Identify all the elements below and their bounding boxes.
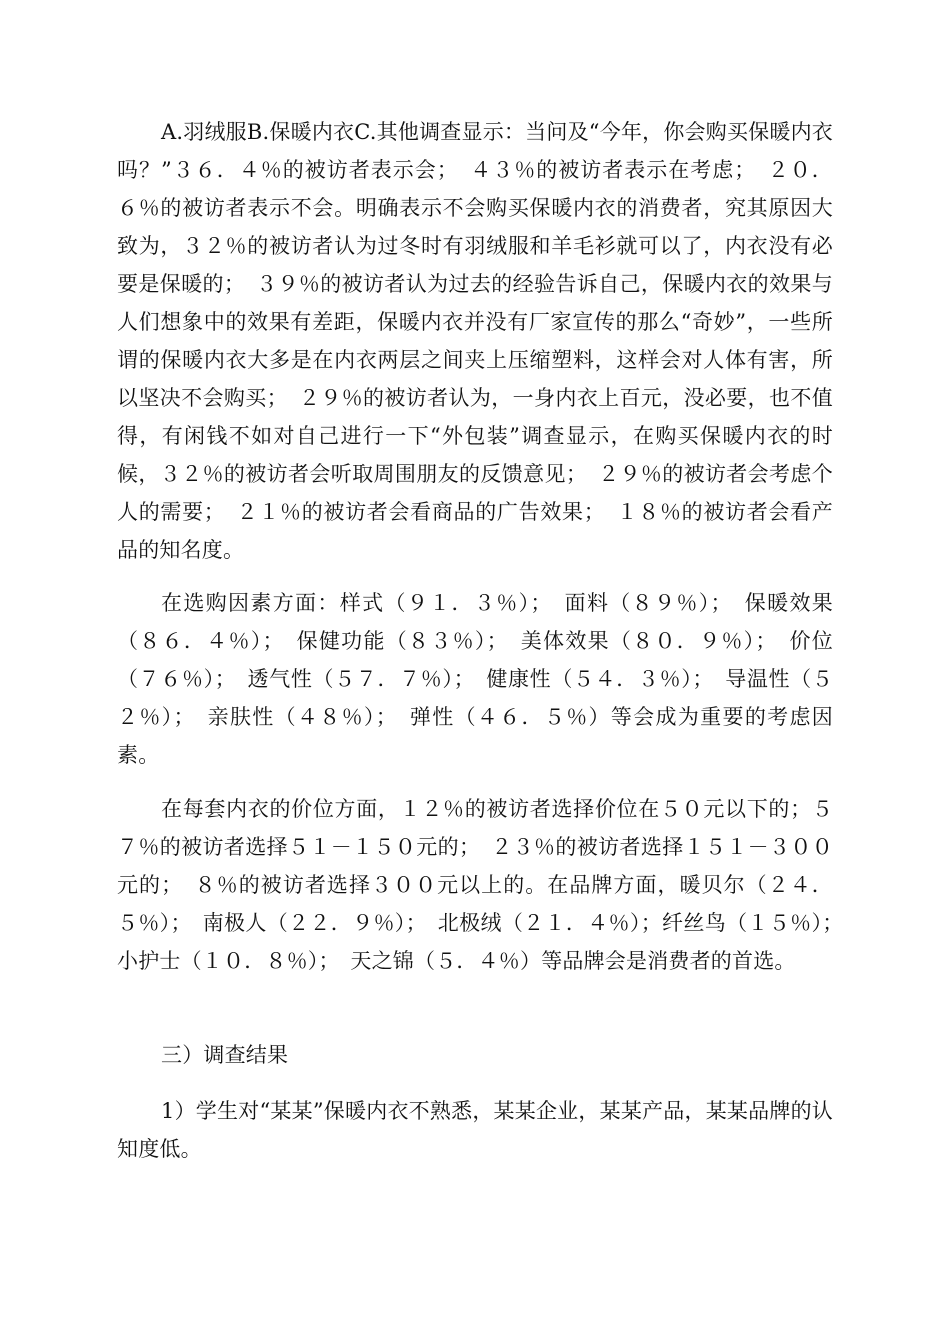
paragraph-price-and-brand: 在每套内衣的价位方面，１２％的被访者选择价位在５０元以下的；５７％的被访者选择５１－１５０元的； ２３％的被访者选择１５１－３００元的； ８％的被访者选择３００元以上的。在品牌方面，暖贝尔（２４．５％）； 南极人（２２．９％）； 北极绒（２１．４％）；纤丝鸟（１５％）； 小护士（１０．８％）； 天之锦（５．４％）等品牌会是消费者的首选。 (117, 797, 855, 973)
paragraph-survey-purchase-intent: A.羽绒服B.保暖内衣C.其他调查显示：当问及“今年，你会购买保暖内衣吗？”３６．４％的被访者表示会； ４３％的被访者表示在考虑； ２０．６％的被访者表示不会。明确表示不会购买保暖内衣的消费者，究其原因大致为，３２％的被访者认为过冬时有羽绒服和羊毛衫就可以了，内衣没有必要是保暖的； ３９％的被访者认为过去的经验告诉自己，保暖内衣的效果与人们想象中的效果有差距，保暖内衣并没有厂家宣传的那么“奇妙”，一些所谓的保暖内衣大多是在内衣两层之间夹上压缩塑料，这样会对人体有害，所以坚决不会购买； ２９％的被访者认为，一身内衣上百元，没必要，也不值得，有闲钱不如对自己进行一下“外包装”调查显示，在购买保暖内衣的时候，３２％的被访者会听取周围朋友的反馈意见； ２９％的被访者会考虑个人的需要； ２１％的被访者会看商品的广告效果； １８％的被访者会看产品的知名度。 (117, 120, 833, 562)
section-heading-survey-results: 三）调查结果 (161, 1043, 289, 1067)
paragraph-result-1: 1）学生对“某某”保暖内衣不熟悉，某某企业，某某产品，某某品牌的认知度低。 (117, 1099, 833, 1161)
paragraph-selection-factors: 在选购因素方面：样式（９１．３％）； 面料（８９％）； 保暖效果（８６．４％）； 保健功能（８３％）； 美体效果（８０．９％）； 价位（７６％）； 透气性（５７．７％）； 健康性（５４．３％）； 导温性（５２％）； 亲肤性（４８％）； 弹性（４６．５％）等会成为重要的考虑因素。 (117, 591, 833, 767)
